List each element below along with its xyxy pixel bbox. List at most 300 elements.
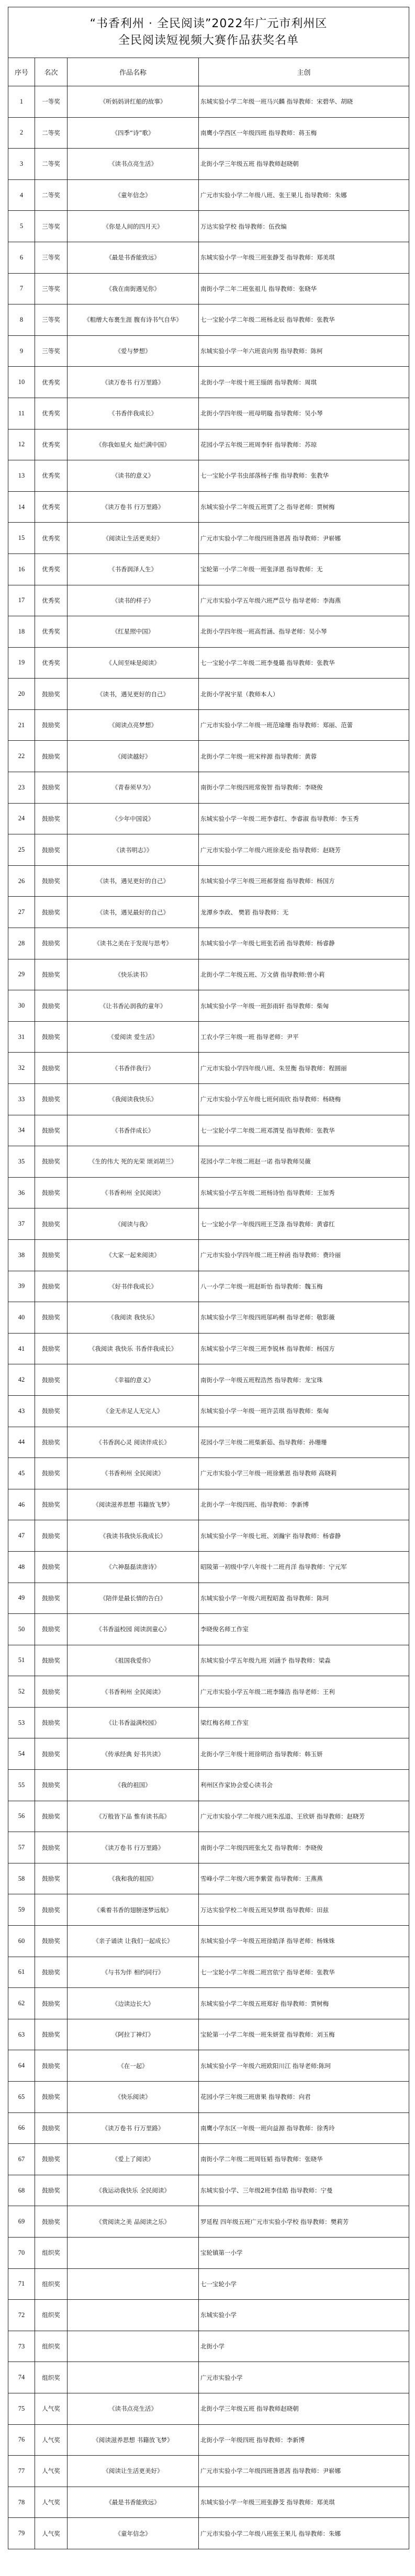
row-work-title: 《陪伴是最长情的告白》 — [68, 1583, 199, 1614]
row-rank: 鼓励奖 — [35, 1053, 68, 1084]
row-index: 62 — [8, 1988, 35, 2019]
header-index: 序号 — [8, 58, 35, 86]
row-author: 北街小学二年级五班、万文倩 指导教师:曾小莉 — [199, 959, 409, 990]
row-work-title: 《乘着书香的翅膀逐梦远航》 — [68, 1894, 199, 1926]
row-work-title: 《少年中国说》 — [68, 803, 199, 834]
row-rank: 鼓励奖 — [35, 2175, 68, 2206]
row-index: 66 — [8, 2112, 35, 2144]
row-work-title: 《听妈妈讲红船的故事》 — [68, 86, 199, 118]
row-index: 71 — [8, 2268, 35, 2300]
row-rank: 三等奖 — [35, 211, 68, 242]
title-row — [8, 7, 409, 58]
table-row — [8, 1146, 409, 1178]
row-author: 七一宝轮小学二年级二班杨北辰 指导教师：张教华 — [199, 304, 409, 336]
row-rank: 鼓励奖 — [35, 2082, 68, 2113]
row-author: 东城实验小学五年级二班杨诗怡 指导教师：王加秀 — [199, 1177, 409, 1208]
row-work-title: 《我的祖国》 — [68, 1770, 199, 1801]
row-index: 2 — [8, 117, 35, 149]
row-author: 花园小学二年级二班赵一诺 指导教师吴薇 — [199, 1146, 409, 1178]
table-row — [8, 990, 409, 1022]
table-row — [8, 2050, 409, 2082]
row-rank: 鼓励奖 — [35, 1427, 68, 1458]
header-rank: 名次 — [35, 58, 68, 86]
row-work-title — [68, 2362, 199, 2393]
table-row — [8, 616, 409, 648]
row-author: 宝轮第一小学二年级一班朱妍萱 指导教师：刘玉梅 — [199, 2019, 409, 2050]
row-work-title: 《让书香溢满校园》 — [68, 1707, 199, 1738]
title-line-1: “书香利州 · 全民阅读”2022年广元市利州区 — [89, 17, 328, 30]
row-rank: 优秀奖 — [35, 491, 68, 523]
row-work-title: 《阅读让生活更美好》 — [68, 523, 199, 554]
row-work-title: 《书香润心灵 阅读伴成长》 — [68, 1427, 199, 1458]
row-author: 七一宝轮小学二年级二班李曼璐 指导教师：张教华 — [199, 647, 409, 679]
row-author: 东城实验小学一年级七班、刘瀚宇 指导教师：杨睿静 — [199, 1520, 409, 1552]
row-author: 雪峰小学二年级六班李紫萱 指导教师：王燕燕 — [199, 1863, 409, 1894]
table-row — [8, 2331, 409, 2362]
row-author: 东城实验小学五年级九班 刘涵予 指导教师：梁淼 — [199, 1645, 409, 1676]
row-index: 69 — [8, 2206, 35, 2238]
row-work-title: 《边读边长大》 — [68, 1988, 199, 2019]
table-row — [8, 1333, 409, 1364]
row-author: 南鹰小学西区一年级四班 指导教师：蒋玉梅 — [199, 117, 409, 149]
row-work-title: 《我在南街遇见你》 — [68, 273, 199, 304]
row-rank: 鼓励奖 — [35, 990, 68, 1022]
row-author: 工农小学三年级一班 指导老师：尹平 — [199, 1021, 409, 1053]
row-author: 北街小学一年级十班王缁朗 指导教师：周琪 — [199, 367, 409, 398]
row-work-title: 《四季“诗”歌》 — [68, 117, 199, 149]
row-work-title: 《红星照中国》 — [68, 616, 199, 648]
table-row — [8, 242, 409, 273]
row-author: 南街小学二年二班张祖儿 指导教师：张晓华 — [199, 273, 409, 304]
row-rank: 二等奖 — [35, 117, 68, 149]
row-rank: 鼓励奖 — [35, 1520, 68, 1552]
row-rank: 鼓励奖 — [35, 1832, 68, 1863]
row-rank: 优秀奖 — [35, 523, 68, 554]
header-work: 作品名称 — [68, 58, 199, 86]
row-index: 56 — [8, 1801, 35, 1832]
row-rank: 鼓励奖 — [35, 1707, 68, 1738]
row-rank: 鼓励奖 — [35, 1021, 68, 1053]
table-row — [8, 1208, 409, 1240]
row-index: 19 — [8, 647, 35, 679]
row-index: 61 — [8, 1957, 35, 1988]
table-row — [8, 1645, 409, 1676]
row-rank: 鼓励奖 — [35, 1271, 68, 1302]
row-rank: 二等奖 — [35, 179, 68, 211]
row-work-title: 《最是书香能致远》 — [68, 242, 199, 273]
table-row — [8, 523, 409, 554]
table-row — [8, 647, 409, 679]
row-rank: 鼓励奖 — [35, 1988, 68, 2019]
table-row — [8, 928, 409, 959]
row-work-title: 《亲子诵读 让我们一起成长》 — [68, 1926, 199, 1957]
row-work-title: 《书香利州 全民阅读》 — [68, 1177, 199, 1208]
row-rank: 鼓励奖 — [35, 679, 68, 710]
row-rank: 组织奖 — [35, 2362, 68, 2393]
table-row — [8, 1364, 409, 1396]
row-index: 25 — [8, 834, 35, 866]
row-work-title: 《粗缯大布裹生涯 腹有诗书气自华》 — [68, 304, 199, 336]
row-rank: 鼓励奖 — [35, 959, 68, 990]
row-work-title: 《金无赤足人无完人》 — [68, 1395, 199, 1427]
row-work-title — [68, 2300, 199, 2331]
table-row — [8, 211, 409, 242]
row-rank: 鼓励奖 — [35, 1894, 68, 1926]
row-rank: 鼓励奖 — [35, 928, 68, 959]
row-index: 29 — [8, 959, 35, 990]
row-work-title: 《让书香沁润我的童年》 — [68, 990, 199, 1022]
row-author: 南街小学二年级四班常俊智 指导教师：李晓俊 — [199, 772, 409, 804]
table-row — [8, 959, 409, 990]
row-author: 北街小学四年级一班母明璇 指导教师：吴小琴 — [199, 398, 409, 429]
table-row — [8, 1926, 409, 1957]
table-row — [8, 398, 409, 429]
row-rank: 鼓励奖 — [35, 2144, 68, 2175]
row-author: 花园小学五年级三班周李轩 指导教师：苏琼 — [199, 429, 409, 460]
row-work-title: 《读书点亮生活》 — [68, 149, 199, 180]
row-work-title: 《阅读让生活更美好》 — [68, 2456, 199, 2487]
row-rank: 三等奖 — [35, 335, 68, 367]
table-row — [8, 1551, 409, 1583]
row-rank: 优秀奖 — [35, 553, 68, 585]
row-index: 23 — [8, 772, 35, 804]
row-index: 77 — [8, 2456, 35, 2487]
row-author: 广元市实验小学二年级六班徐麦伦 指导教师：赵晓芳 — [199, 834, 409, 866]
row-author: 东城实验小学一年级六班欧阳川江 指导老师:陈珂 — [199, 2050, 409, 2082]
row-work-title: 《阅读滋养思想 书籍放飞梦》 — [68, 1489, 199, 1520]
row-index: 3 — [8, 149, 35, 180]
row-author: 东城实验小学一年级五班徐皓泽 指导老师：杨姝姝 — [199, 1926, 409, 1957]
table-row — [8, 709, 409, 741]
row-author: 七一宝轮小学二年级二班宫依宁 指导老师：张教华 — [199, 1957, 409, 1988]
row-rank: 鼓励奖 — [35, 1676, 68, 1708]
row-work-title: 《最是书香能致远》 — [68, 2487, 199, 2518]
table-row — [8, 179, 409, 211]
row-author: 万达实验学校 指导教师：伍孜编 — [199, 211, 409, 242]
row-rank: 人气奖 — [35, 2487, 68, 2518]
row-rank: 鼓励奖 — [35, 1333, 68, 1364]
table-row — [8, 2362, 409, 2393]
row-index: 32 — [8, 1053, 35, 1084]
table-row — [8, 2424, 409, 2456]
row-author: 东城实验小学、三年级2班李佳皓 指导教师：宁曼 — [199, 2175, 409, 2206]
table-row — [8, 1863, 409, 1894]
row-rank: 鼓励奖 — [35, 1084, 68, 1115]
row-index: 40 — [8, 1302, 35, 1334]
row-author: 北街小学祝宇星（教师本人） — [199, 679, 409, 710]
award-table — [8, 7, 409, 2549]
row-author: 南街小学二年级四班张允艾 指导教师：李晓俊 — [199, 1832, 409, 1863]
row-work-title: 《书香伴成长》 — [68, 1115, 199, 1146]
row-rank: 三等奖 — [35, 304, 68, 336]
row-index: 53 — [8, 1707, 35, 1738]
row-work-title: 《快乐阅读》 — [68, 2082, 199, 2113]
row-index: 46 — [8, 1489, 35, 1520]
row-work-title: 《读书，遇见更好的自己》 — [68, 679, 199, 710]
table-row — [8, 2268, 409, 2300]
row-author: 宝轮第一小学二年级一班张泽恩 指导教师：无 — [199, 553, 409, 585]
row-work-title: 《青春须早为》 — [68, 772, 199, 804]
row-work-title: 《赏阅读之美 品阅读之乐》 — [68, 2206, 199, 2238]
row-index: 4 — [8, 179, 35, 211]
row-index: 17 — [8, 585, 35, 616]
row-index: 51 — [8, 1645, 35, 1676]
table-row — [8, 117, 409, 149]
row-rank: 鼓励奖 — [35, 1645, 68, 1676]
row-rank: 二等奖 — [35, 149, 68, 180]
table-row — [8, 1520, 409, 1552]
row-work-title: 《我运动我快乐 全民阅读》 — [68, 2175, 199, 2206]
row-index: 52 — [8, 1676, 35, 1708]
row-work-title: 《我读书我快乐我成长》 — [68, 1520, 199, 1552]
row-index: 20 — [8, 679, 35, 710]
row-work-title: 《书香溢校园 阅读润童心》 — [68, 1614, 199, 1645]
row-index: 39 — [8, 1271, 35, 1302]
row-work-title: 《读书之美在于发现与思考》 — [68, 928, 199, 959]
table-row — [8, 2144, 409, 2175]
row-index: 44 — [8, 1427, 35, 1458]
row-author: 李晓俊名师工作室 — [199, 1614, 409, 1645]
row-work-title: 《读万卷书 行万里路》 — [68, 1832, 199, 1863]
row-author: 广元市实验小学三年级一班徐紫恩 指导教师 高晓莉 — [199, 1458, 409, 1489]
row-rank: 组织奖 — [35, 2331, 68, 2362]
table-row — [8, 1021, 409, 1053]
row-rank: 优秀奖 — [35, 460, 68, 492]
row-index: 50 — [8, 1614, 35, 1645]
row-author: 广元市实验小学二年级一班范瑜珊 指导教师：郑丽、范蕾 — [199, 709, 409, 741]
row-rank: 三等奖 — [35, 242, 68, 273]
row-rank: 鼓励奖 — [35, 1926, 68, 1957]
row-index: 26 — [8, 865, 35, 897]
row-rank: 鼓励奖 — [35, 865, 68, 897]
row-work-title: 《书香润泽人生》 — [68, 553, 199, 585]
row-author: 东城实验小学一年级三班张静芠 指导教师：郑美琪 — [199, 2487, 409, 2518]
row-author: 宝轮镇第一小学 — [199, 2237, 409, 2268]
row-index: 31 — [8, 1021, 35, 1053]
table-row — [8, 834, 409, 866]
row-rank: 组织奖 — [35, 2268, 68, 2300]
row-rank: 人气奖 — [35, 2456, 68, 2487]
row-rank: 鼓励奖 — [35, 2112, 68, 2144]
row-index: 78 — [8, 2487, 35, 2518]
row-index: 76 — [8, 2424, 35, 2456]
row-rank: 鼓励奖 — [35, 1177, 68, 1208]
row-rank: 鼓励奖 — [35, 2019, 68, 2050]
row-work-title: 《读万卷书 行万里路》 — [68, 491, 199, 523]
row-author: 广元市实验小学四年级八班、朱昱衡 指导教师：程圆丽 — [199, 1053, 409, 1084]
row-work-title: 《传承经典 好书共读》 — [68, 1738, 199, 1770]
row-work-title: 《好书伴我成长》 — [68, 1271, 199, 1302]
row-index: 37 — [8, 1208, 35, 1240]
row-index: 70 — [8, 2237, 35, 2268]
table-row — [8, 1707, 409, 1738]
row-work-title: 《阅读与我》 — [68, 1208, 199, 1240]
row-rank: 鼓励奖 — [35, 709, 68, 741]
row-index: 22 — [8, 741, 35, 772]
row-author: 北街小学一年级四班 指导教师：李新博 — [199, 2424, 409, 2456]
row-index: 24 — [8, 803, 35, 834]
row-rank: 鼓励奖 — [35, 1957, 68, 1988]
row-author: 罗延程 四年级五班广元市实验小学校 指导教师：樊莉芳 — [199, 2206, 409, 2238]
row-work-title: 《与书为伴 相约同行》 — [68, 1957, 199, 1988]
row-author: 广元市实验小学五年级七班何雨欣 指导教师：杨晓梅 — [199, 1084, 409, 1115]
row-index: 47 — [8, 1520, 35, 1552]
row-index: 42 — [8, 1364, 35, 1396]
row-index: 12 — [8, 429, 35, 460]
row-work-title: 《爱上了阅读》 — [68, 2144, 199, 2175]
row-index: 54 — [8, 1738, 35, 1770]
table-row — [8, 1832, 409, 1863]
table-row — [8, 2456, 409, 2487]
row-work-title — [68, 2268, 199, 2300]
row-index: 63 — [8, 2019, 35, 2050]
row-index: 16 — [8, 553, 35, 585]
row-author: 北街小学二年级一班宋梓源 指导教师：黄蓉 — [199, 741, 409, 772]
row-author: 广元市实验小学四年级二班王梓函 指导教师：费玲丽 — [199, 1239, 409, 1271]
row-rank: 鼓励奖 — [35, 803, 68, 834]
table-row — [8, 2112, 409, 2144]
row-author: 七一宝轮小学书虫部落杨子维 指导教师：张教华 — [199, 460, 409, 492]
row-author: 东城实验小学 — [199, 2300, 409, 2331]
row-author: 东城实验小学二年级五班贾了之 指导老师：贾树梅 — [199, 491, 409, 523]
row-index: 15 — [8, 523, 35, 554]
table-row — [8, 1053, 409, 1084]
row-index: 11 — [8, 398, 35, 429]
row-work-title: 《书香利州 全民阅读》 — [68, 1458, 199, 1489]
row-index: 58 — [8, 1863, 35, 1894]
row-rank: 组织奖 — [35, 2300, 68, 2331]
row-rank: 鼓励奖 — [35, 741, 68, 772]
row-index: 72 — [8, 2300, 35, 2331]
row-author: 南街小学一年级五班程浩然 指导教师：龙宝珠 — [199, 1364, 409, 1396]
row-work-title: 《童年信念》 — [68, 179, 199, 211]
row-rank: 组织奖 — [35, 2237, 68, 2268]
row-index: 33 — [8, 1084, 35, 1115]
row-work-title: 《六神磊磊读唐诗》 — [68, 1551, 199, 1583]
header-author: 主创 — [199, 58, 409, 86]
row-author: 南鹰小学东区一年级一班向益源 指导教师：徐秀玲 — [199, 2112, 409, 2144]
row-rank: 鼓励奖 — [35, 772, 68, 804]
row-work-title: 《读书点亮生活》 — [68, 2393, 199, 2424]
row-index: 36 — [8, 1177, 35, 1208]
row-author: 龙潭乡李政、 樊箬 指导教师：无 — [199, 897, 409, 928]
row-author: 广元市实验小学二年级八班、张王果儿 指导教师：朱娜 — [199, 179, 409, 211]
row-rank: 鼓励奖 — [35, 1146, 68, 1178]
row-author: 东城实验小学二年级一班马兴麟 指导教师：宋碧华、胡晓 — [199, 86, 409, 118]
row-author: 南街小学二年级二班周钰韬 指导教师：张晓华 — [199, 2144, 409, 2175]
row-author: 东城实验小学一年级七班张若函 指导教师：杨睿静 — [199, 928, 409, 959]
row-rank: 鼓励奖 — [35, 834, 68, 866]
row-index: 28 — [8, 928, 35, 959]
row-author: 八一小学二年级一班赵昕怡 指导教师：魏玉梅 — [199, 1271, 409, 1302]
row-author: 万达实验学校二年级五班吴梦琪 指导教师：田兹 — [199, 1894, 409, 1926]
row-work-title: 《快乐读书》 — [68, 959, 199, 990]
row-index: 65 — [8, 2082, 35, 2113]
row-index: 38 — [8, 1239, 35, 1271]
row-rank: 一等奖 — [35, 86, 68, 118]
row-index: 27 — [8, 897, 35, 928]
row-author: 北街小学三年级十班徐明洽 指导教师：韩玉妍 — [199, 1738, 409, 1770]
row-index: 74 — [8, 2362, 35, 2393]
header-row — [8, 58, 409, 86]
row-author: 梁红梅名师工作室 — [199, 1707, 409, 1738]
row-index: 21 — [8, 709, 35, 741]
row-rank: 鼓励奖 — [35, 1302, 68, 1334]
row-work-title — [68, 2331, 199, 2362]
row-rank: 人气奖 — [35, 2393, 68, 2424]
table-row — [8, 585, 409, 616]
row-rank: 优秀奖 — [35, 616, 68, 648]
row-index: 41 — [8, 1333, 35, 1364]
table-row — [8, 1427, 409, 1458]
table-row — [8, 1177, 409, 1208]
row-rank: 鼓励奖 — [35, 1395, 68, 1427]
row-rank: 三等奖 — [35, 273, 68, 304]
row-rank: 优秀奖 — [35, 367, 68, 398]
table-row — [8, 2300, 409, 2331]
row-work-title: 《读万卷书 行万里路》 — [68, 367, 199, 398]
row-author: 东城实验小学一年级三班张静芠 指导教师：郑美琪 — [199, 242, 409, 273]
row-author: 北街小学 — [199, 2331, 409, 2362]
row-index: 79 — [8, 2518, 35, 2549]
row-index: 49 — [8, 1583, 35, 1614]
table-row — [8, 1395, 409, 1427]
table-row — [8, 149, 409, 180]
table-row — [8, 335, 409, 367]
row-author: 广元市实验小学二年级四班昝恩茜 指导教师：尹崭娜 — [199, 523, 409, 554]
table-row — [8, 1738, 409, 1770]
row-work-title: 《幸福的意义》 — [68, 1364, 199, 1396]
row-author: 七一宝轮小学一年级四班王芝涤 指导教师：黄睿红 — [199, 1208, 409, 1240]
row-index: 55 — [8, 1770, 35, 1801]
row-rank: 鼓励奖 — [35, 1115, 68, 1146]
row-work-title: 《书香利州 全民阅读》 — [68, 1676, 199, 1708]
table-body — [8, 86, 409, 2549]
row-author: 东城实验小学三年级三班郝誉庭 指导教师：杨国方 — [199, 865, 409, 897]
row-rank: 优秀奖 — [35, 647, 68, 679]
row-author: 东城实验小学二年级五班郑好 指导教师：贾树梅 — [199, 1988, 409, 2019]
row-author: 东城实验小学一年级二班李睿红、李睿淑 指导教师：李玉秀 — [199, 803, 409, 834]
row-rank: 鼓励奖 — [35, 897, 68, 928]
row-work-title: 《你我如星火 灿烂满中国》 — [68, 429, 199, 460]
row-work-title: 《阅读点亮梦想》 — [68, 709, 199, 741]
table-row — [8, 2206, 409, 2238]
row-index: 57 — [8, 1832, 35, 1863]
row-work-title: 《读书的样子》 — [68, 585, 199, 616]
row-rank: 鼓励奖 — [35, 1489, 68, 1520]
row-rank: 人气奖 — [35, 2518, 68, 2549]
row-author: 北街小学三年级五班 指导教师赵晓朝 — [199, 149, 409, 180]
table-row — [8, 772, 409, 804]
row-index: 59 — [8, 1894, 35, 1926]
table-row — [8, 679, 409, 710]
row-work-title: 《我阅读我快乐》 — [68, 1084, 199, 1115]
row-author: 利州区作家协会爱心读书会 — [199, 1770, 409, 1801]
table-row — [8, 273, 409, 304]
row-index: 45 — [8, 1458, 35, 1489]
row-work-title: 《在一起》 — [68, 2050, 199, 2082]
row-rank: 鼓励奖 — [35, 1208, 68, 1240]
row-work-title: 《书香伴我行》 — [68, 1053, 199, 1084]
row-index: 1 — [8, 86, 35, 118]
row-author: 花园小学三年级三班唐果 指导教师：向君 — [199, 2082, 409, 2113]
row-author: 广元市实验小学二年级四班昝恩茜 指导教师：尹崭娜 — [199, 2456, 409, 2487]
row-work-title: 《人间至味是阅读》 — [68, 647, 199, 679]
row-author: 东城实验小学一年级一班许芸琪 指导教师：柴匈 — [199, 1395, 409, 1427]
title-line-2: 全民阅读短视频大赛作品获奖名单 — [118, 34, 299, 47]
row-index: 34 — [8, 1115, 35, 1146]
table-row — [8, 897, 409, 928]
